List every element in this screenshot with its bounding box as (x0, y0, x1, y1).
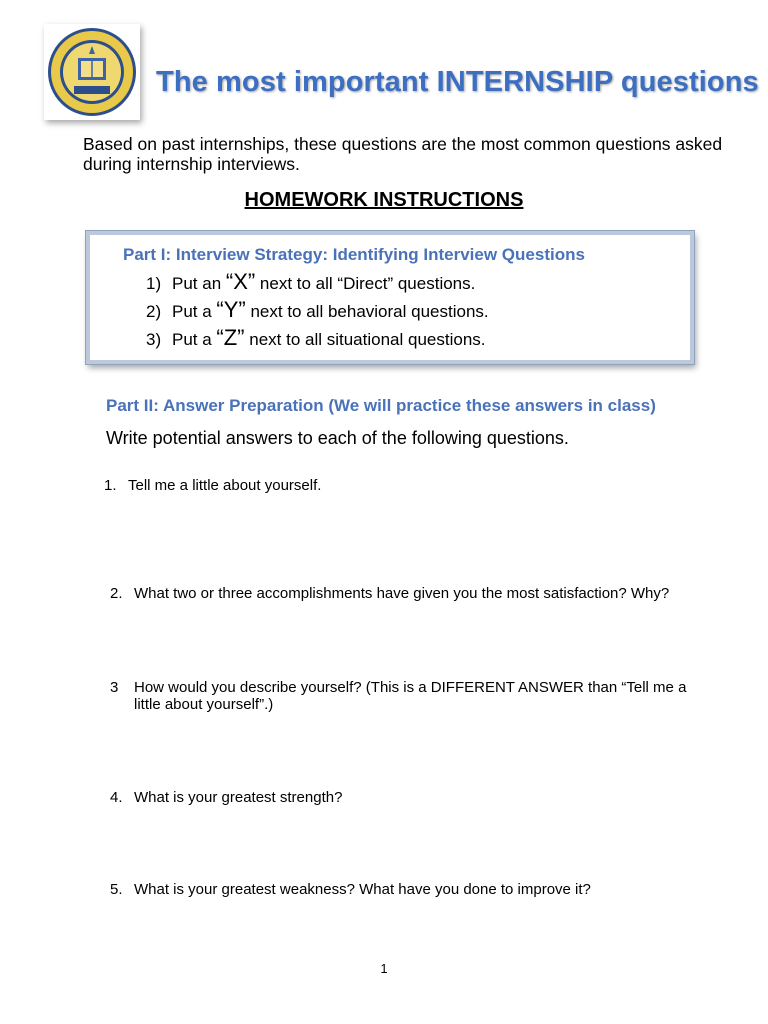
part1-step (146, 269, 489, 297)
question-text: How would you describe yourself? (This is a DIFFERENT ANSWER than “Tell me a (134, 679, 687, 696)
step-mark: “X” (225, 269, 256, 294)
university-of-california-seal-icon (44, 24, 140, 120)
homework-heading: HOMEWORK INSTRUCTIONS (244, 189, 524, 211)
step-number: 1) (146, 274, 162, 293)
step-number: 3) (146, 330, 162, 349)
step-number: 2) (146, 302, 162, 321)
step-text: next to all behavioral questions. (245, 302, 489, 321)
question-text-continued: little about yourself”.) (134, 696, 274, 713)
step-text: Put an (172, 274, 226, 293)
question-text: What is your greatest strength? (134, 789, 343, 806)
step-text: next to all “Direct” questions. (255, 274, 476, 293)
question-item (104, 477, 321, 494)
step-text: Put a (172, 302, 217, 321)
question-item (110, 881, 591, 898)
question-item (110, 789, 342, 806)
part1-steps (146, 269, 489, 353)
question-number: 1. (104, 477, 117, 494)
step-mark: “Y” (216, 297, 246, 322)
part2-instruction: Write potential answers to each of the following questions. (106, 428, 569, 448)
question-text: What two or three accomplishments have given you the most satisfaction? Why? (134, 585, 670, 602)
part1-step (146, 325, 489, 353)
question-item (110, 585, 669, 602)
question-item (110, 679, 686, 713)
question-text: Tell me a little about yourself. (128, 477, 322, 494)
page-title: The most important INTERNSHIP questions (156, 66, 759, 98)
intro-text: Based on past internships, these questions are the most common questions asked during internship interviews. (83, 134, 723, 174)
question-number: 5. (110, 881, 123, 898)
university-seal-logo (44, 24, 140, 120)
question-number: 4. (110, 789, 123, 806)
part2-heading: Part II: Answer Preparation (We will practice these answers in class) (106, 396, 656, 415)
question-text: What is your greatest weakness? What have you done to improve it? (134, 881, 591, 898)
step-text: next to all situational questions. (244, 330, 486, 349)
part1-heading: Part I: Interview Strategy: Identifying Interview Questions (123, 245, 585, 264)
page-number: 1 (380, 961, 388, 976)
step-mark: “Z” (216, 325, 245, 350)
question-number: 3 (110, 679, 119, 696)
part1-instructions-box (86, 231, 694, 364)
step-text: Put a (172, 330, 217, 349)
part1-step (146, 297, 489, 325)
question-number: 2. (110, 585, 123, 602)
